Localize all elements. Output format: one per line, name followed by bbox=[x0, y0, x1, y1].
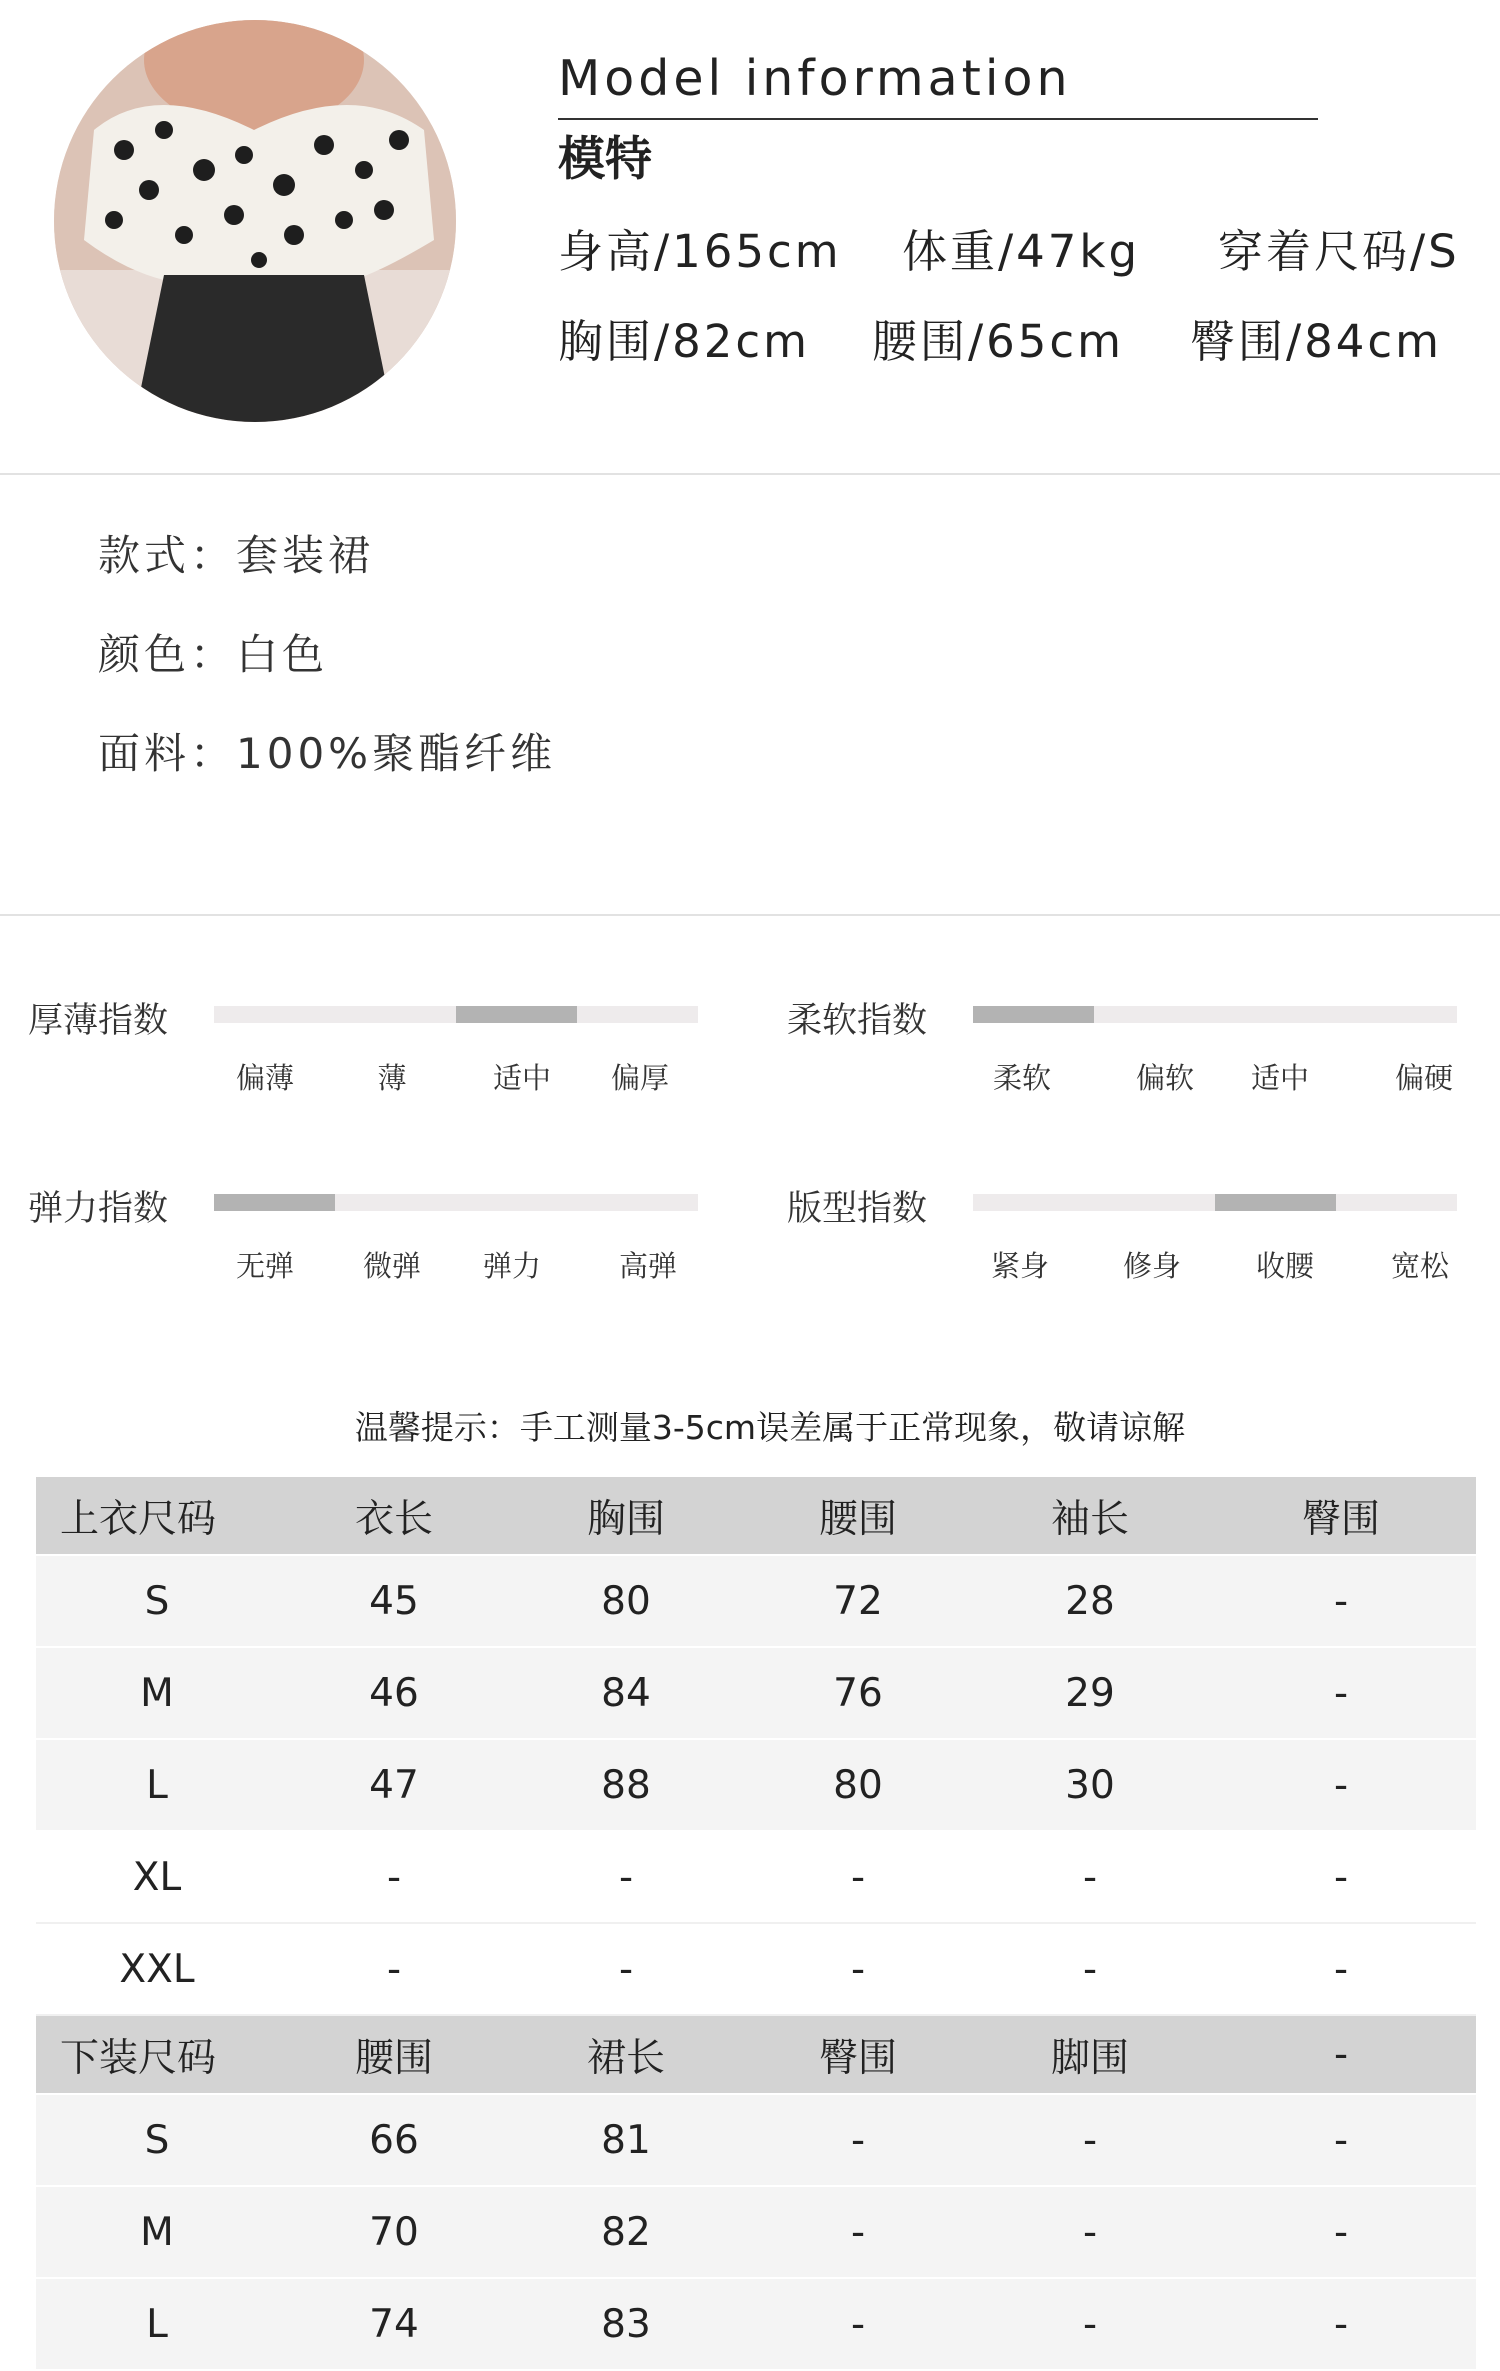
size-label: M bbox=[140, 2209, 174, 2255]
index-tick-label: 偏硬 bbox=[1394, 1061, 1454, 1095]
index-title: 版型指数 bbox=[787, 1189, 928, 1229]
table-header-cell: 胸围 bbox=[510, 1477, 742, 1555]
product-style: 款式：套装裙 bbox=[98, 531, 375, 580]
table-cell: 74 bbox=[278, 2278, 510, 2370]
model-info-subtitle: 模特 bbox=[558, 132, 652, 187]
table-header-cell: 下装尺码 bbox=[36, 2015, 278, 2094]
table-cell: - bbox=[1206, 2278, 1476, 2370]
table-header-row bbox=[36, 1477, 1476, 1555]
table-cell: - bbox=[742, 2094, 974, 2186]
model-height: 身高/165cm bbox=[558, 225, 842, 278]
size-label: M bbox=[140, 1670, 174, 1716]
table-cell: - bbox=[974, 1831, 1206, 1923]
table-cell: - bbox=[1206, 1923, 1476, 2015]
product-color: 颜色：白色 bbox=[98, 630, 329, 679]
table-cell: 81 bbox=[510, 2094, 742, 2186]
index-marker bbox=[456, 1006, 577, 1023]
table-row bbox=[36, 1647, 1476, 1739]
index-tick-label: 修身 bbox=[1122, 1249, 1182, 1283]
size-label: XXL bbox=[119, 1946, 195, 1992]
title-underline bbox=[558, 118, 1318, 120]
table-cell: - bbox=[278, 1831, 510, 1923]
table-cell: - bbox=[742, 1831, 974, 1923]
index-tick-label: 偏薄 bbox=[235, 1061, 295, 1095]
table-cell: - bbox=[974, 2278, 1206, 2370]
table-cell: - bbox=[1206, 1831, 1476, 1923]
table-cell: - bbox=[1206, 2094, 1476, 2186]
size-label-cell bbox=[36, 1831, 278, 1923]
index-tick-label: 微弹 bbox=[362, 1249, 422, 1283]
size-label-cell bbox=[36, 1555, 278, 1647]
table-cell: 72 bbox=[742, 1555, 974, 1647]
table-cell: 80 bbox=[510, 1555, 742, 1647]
table-header-cell: 臀围 bbox=[742, 2015, 974, 2094]
table-header-cell: 上衣尺码 bbox=[36, 1477, 278, 1555]
table-cell: 83 bbox=[510, 2278, 742, 2370]
table-cell: - bbox=[278, 1923, 510, 2015]
index-title: 厚薄指数 bbox=[28, 1001, 169, 1041]
section-divider bbox=[0, 914, 1500, 916]
table-cell: 29 bbox=[974, 1647, 1206, 1739]
table-cell: 70 bbox=[278, 2186, 510, 2278]
index-track bbox=[973, 1006, 1457, 1023]
index-tick-label: 紧身 bbox=[990, 1249, 1050, 1283]
index-marker bbox=[973, 1006, 1094, 1023]
table-cell: - bbox=[1206, 1739, 1476, 1831]
table-header-cell: - bbox=[1206, 2015, 1476, 2094]
table-cell: - bbox=[742, 2278, 974, 2370]
table-header-cell: 臀围 bbox=[1206, 1477, 1476, 1555]
model-weight: 体重/47kg bbox=[902, 225, 1141, 278]
index-marker bbox=[214, 1194, 335, 1211]
table-cell: - bbox=[1206, 1555, 1476, 1647]
index-tick-label: 弹力 bbox=[482, 1249, 542, 1283]
index-marker bbox=[1215, 1194, 1336, 1211]
table-cell: - bbox=[974, 2186, 1206, 2278]
model-hips: 臀围/84cm bbox=[1190, 315, 1442, 368]
table-header-cell: 腰围 bbox=[278, 2015, 510, 2094]
table-cell: 80 bbox=[742, 1739, 974, 1831]
table-cell: 30 bbox=[974, 1739, 1206, 1831]
table-cell: - bbox=[742, 1923, 974, 2015]
table-cell: - bbox=[510, 1831, 742, 1923]
table-cell: 45 bbox=[278, 1555, 510, 1647]
size-label: S bbox=[144, 2117, 170, 2163]
measurement-notice: 温馨提示：手工测量3-5cm误差属于正常现象，敬请谅解 bbox=[354, 1408, 1186, 1447]
index-tick-label: 柔软 bbox=[992, 1061, 1052, 1095]
table-cell: 46 bbox=[278, 1647, 510, 1739]
table-header-cell: 袖长 bbox=[974, 1477, 1206, 1555]
index-tick-label: 收腰 bbox=[1255, 1249, 1315, 1283]
index-tick-label: 无弹 bbox=[235, 1249, 295, 1283]
model-waist: 腰围/65cm bbox=[872, 315, 1124, 368]
table-header-cell: 腰围 bbox=[742, 1477, 974, 1555]
index-track bbox=[214, 1194, 698, 1211]
table-header-cell: 衣长 bbox=[278, 1477, 510, 1555]
table-cell: - bbox=[510, 1923, 742, 2015]
index-tick-label: 适中 bbox=[1250, 1061, 1310, 1095]
size-label-cell bbox=[36, 1647, 278, 1739]
model-bust: 胸围/82cm bbox=[558, 315, 810, 368]
table-row bbox=[36, 1923, 1476, 2015]
table-cell: 82 bbox=[510, 2186, 742, 2278]
size-label: L bbox=[146, 1762, 168, 1808]
size-label: XL bbox=[132, 1854, 182, 1900]
table-cell: - bbox=[974, 2094, 1206, 2186]
table-row bbox=[36, 2278, 1476, 2370]
product-fabric: 面料：100%聚酯纤维 bbox=[98, 729, 557, 778]
index-tick-label: 薄 bbox=[377, 1061, 407, 1095]
size-label-cell bbox=[36, 2094, 278, 2186]
index-track bbox=[973, 1194, 1457, 1211]
index-tick-label: 偏软 bbox=[1135, 1061, 1195, 1095]
table-row bbox=[36, 1831, 1476, 1923]
table-row bbox=[36, 2094, 1476, 2186]
table-cell: 88 bbox=[510, 1739, 742, 1831]
index-tick-label: 高弹 bbox=[618, 1249, 678, 1283]
table-cell: 76 bbox=[742, 1647, 974, 1739]
size-label-cell bbox=[36, 2278, 278, 2370]
model-size-worn: 穿着尺码/S bbox=[1218, 225, 1460, 278]
index-tick-label: 宽松 bbox=[1390, 1249, 1450, 1283]
index-track bbox=[214, 1006, 698, 1023]
table-cell: - bbox=[1206, 1647, 1476, 1739]
table-header-cell: 裙长 bbox=[510, 2015, 742, 2094]
table-cell: - bbox=[742, 2186, 974, 2278]
table-header-row bbox=[36, 2015, 1476, 2094]
size-label-cell bbox=[36, 1739, 278, 1831]
table-cell: 66 bbox=[278, 2094, 510, 2186]
table-row bbox=[36, 1555, 1476, 1647]
model-photo bbox=[54, 20, 456, 422]
table-cell: 84 bbox=[510, 1647, 742, 1739]
size-table bbox=[36, 1477, 1476, 2371]
table-row bbox=[36, 2186, 1476, 2278]
table-cell: - bbox=[1206, 2186, 1476, 2278]
size-label-cell bbox=[36, 1923, 278, 2015]
model-info-title: Model information bbox=[558, 50, 1072, 107]
table-header-cell: 脚围 bbox=[974, 2015, 1206, 2094]
size-label-cell bbox=[36, 2186, 278, 2278]
index-tick-label: 适中 bbox=[492, 1061, 552, 1095]
table-cell: - bbox=[974, 1923, 1206, 2015]
section-divider bbox=[0, 473, 1500, 475]
table-cell: 47 bbox=[278, 1739, 510, 1831]
index-title: 柔软指数 bbox=[787, 1001, 928, 1041]
index-tick-label: 偏厚 bbox=[610, 1061, 670, 1095]
size-label: L bbox=[146, 2301, 168, 2347]
index-title: 弹力指数 bbox=[28, 1189, 169, 1229]
table-row bbox=[36, 1739, 1476, 1831]
size-label: S bbox=[144, 1578, 170, 1624]
table-cell: 28 bbox=[974, 1555, 1206, 1647]
